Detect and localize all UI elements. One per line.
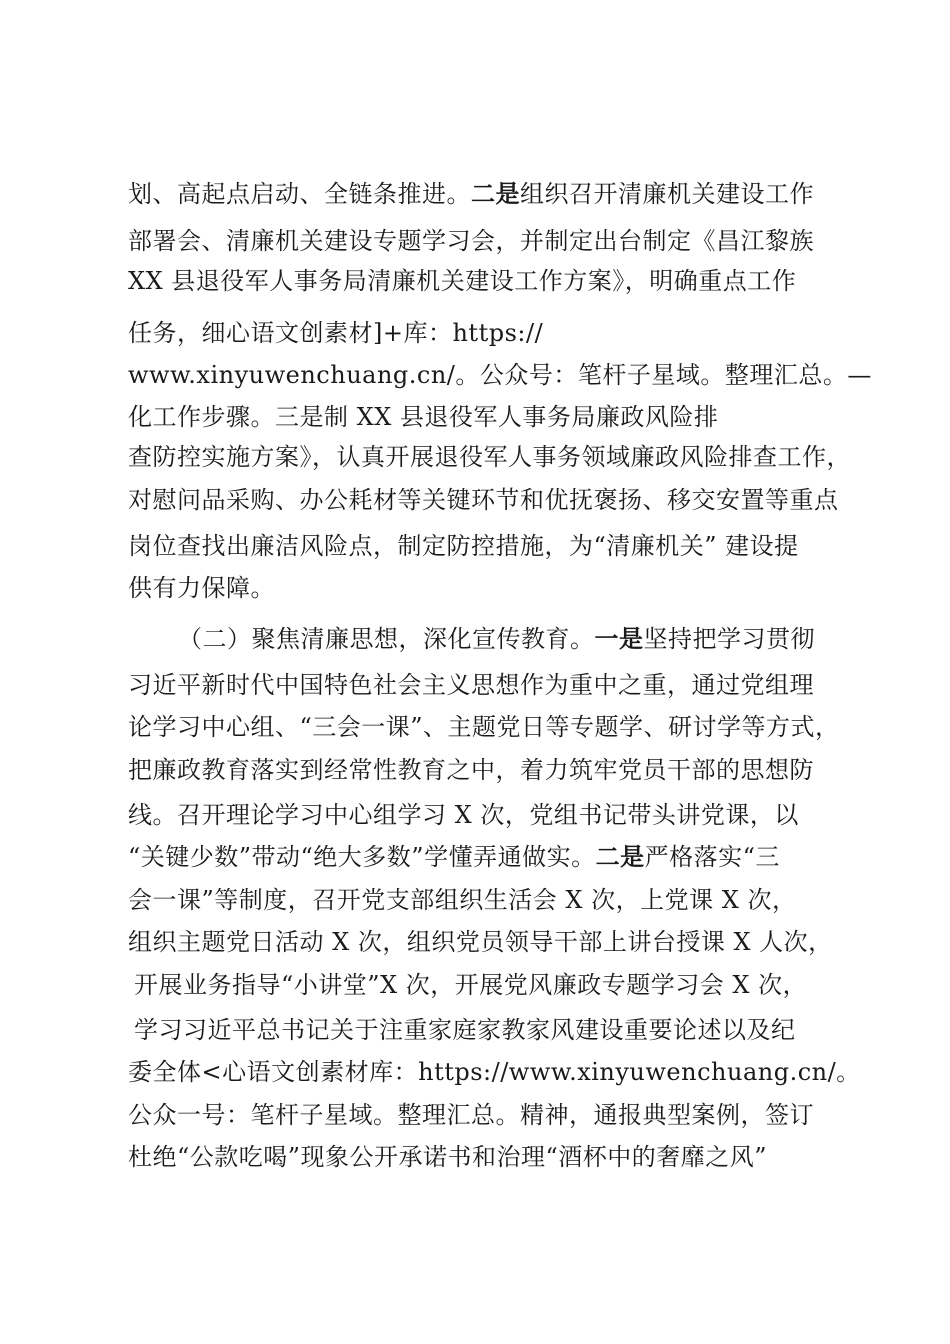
text-line: 组织主题党日活动 X 次，组织党员领导干部上讲台授课 X 人次， (128, 928, 833, 956)
text-line: 学习习近平总书记关于注重家庭家教家风建设重要论述以及纪 (134, 1016, 796, 1044)
text-line: 会一课”等制度，召开党支部组织生活会 X 次，上党课 X 次， (128, 886, 797, 914)
text-line: 对慰问品采购、办公耗材等关键环节和优抚褒扬、移交安置等重点 (128, 486, 839, 514)
emphasis-marker: 一是 (594, 625, 644, 653)
text-line: 论学习中心组、“三会一课”、主题党日等专题学、研讨学等方式， (128, 713, 840, 741)
text-line: 习近平新时代中国特色社会主义思想作为重中之重，通过党组理 (128, 671, 814, 699)
text-line: www.xinyuwenchuang.cn/。公众号：笔杆子星域。整理汇总。— (128, 361, 872, 389)
text-line: 部署会、清廉机关建设专题学习会，并制定出台制定《昌江黎族 (128, 227, 814, 255)
text-line: 线。召开理论学习中心组学习 X 次，党组书记带头讲党课，以 (128, 801, 799, 829)
text-line: 岗位查找出廉洁风险点，制定防控措施，为“清廉机关” 建设提 (128, 532, 799, 560)
text-line: 化工作步骤。三是制 XX 县退役军人事务局廉政风险排 (128, 403, 719, 431)
text-line: “关键少数”带动“绝大多数”学懂弄通做实。二是严格落实“三 (128, 843, 780, 871)
text-line: 查防控实施方案》，认真开展退役军人事务领域廉政风险排查工作， (128, 443, 851, 471)
text-line: 委全体<心语文创素材库：https://www.xinyuwenchuang.cn/。 (128, 1058, 861, 1086)
text-line: 开展业务指导“小讲堂”X 次，开展党风廉政专题学习会 X 次， (134, 971, 808, 999)
text-line: 公众一号：笔杆子星域。整理汇总。精神，通报典型案例，签订 (128, 1101, 814, 1129)
text-line: 任务，细心语文创素材]+库：https:// (128, 319, 544, 347)
emphasis-marker: 二是 (595, 843, 645, 871)
text-line: 划、高起点启动、全链条推进。二是组织召开清廉机关建设工作 (128, 180, 814, 208)
text-line: 供有力保障。 (128, 574, 275, 602)
text-line: 把廉政教育落实到经常性教育之中，着力筑牢党员干部的思想防 (128, 756, 814, 784)
text-line: XX 县退役军人事务局清廉机关建设工作方案》，明确重点工作 (128, 267, 797, 295)
paragraph-heading-line: （二）聚焦清廉思想，深化宣传教育。一是坚持把学习贯彻 (178, 625, 815, 653)
emphasis-marker: 二是 (471, 180, 520, 208)
text-line: 杜绝“公款吃喝”现象公开承诺书和治理“酒杯中的奢靡之风” (128, 1143, 768, 1171)
